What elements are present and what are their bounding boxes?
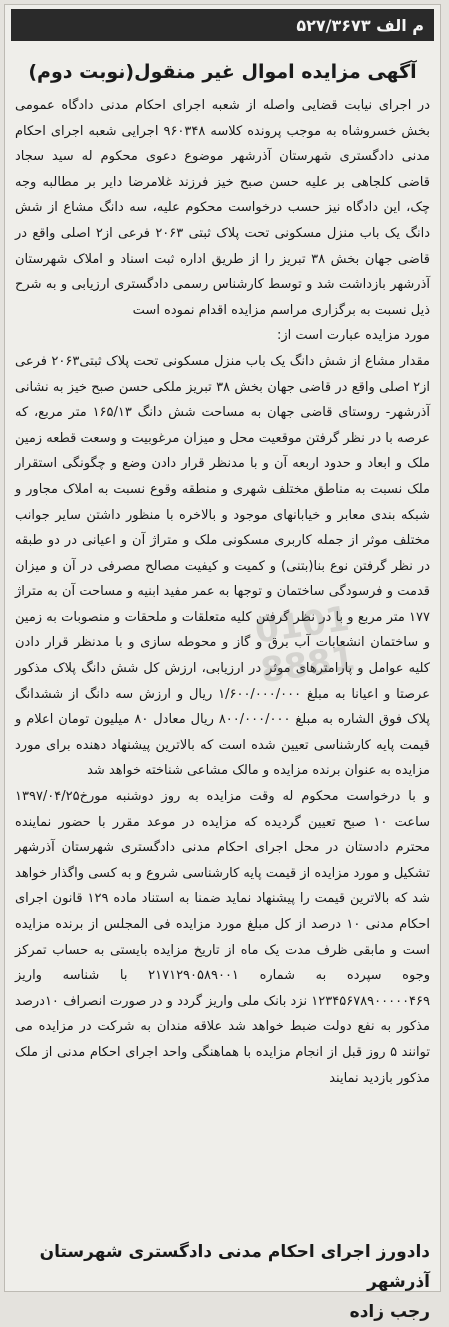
auction-terms-paragraph: و با درخواست محکوم له وقت مزایده به روز دوشنبه مورخ۱۳۹۷/۰۴/۲۵ ساعت ۱۰ صبح تعیین گردیده که مزایده در موعد مقرر با حضور نماینده محترم دادستان در محل اجرای احکام مدنی دادگستری شهرستان آذرشهر تشکیل و مورد مزایده از قیمت پایه کارشناسی شروع و به کسی واگذار خواهد شد که بالاترین قیمت را پیشنهاد نماید ضمنا به استناد ماده ۱۲۹ قانون اجرای احکام مدنی ۱۰ درصد از کل مبلغ مورد مزایده فی المجلس از برنده مزایده است و مابقی ظرف مدت یک ماه از تاریخ مزایده بایستی به حساب تمرکز وجوه سپرده به شماره ۲۱۷۱۲۹۰۵۸۹۰۰۱ با شناسه واریز ۱۲۳۴۵۶۷۸۹۰۰۰۰۰۴۶۹ نزد بانک ملی واریز گردد و در صورت انصراف ۱۰درصد مذکور به نفع دولت ضبط خواهد شد علاقه مندان به شرکت در مزایده می توانند ۵ روز قبل از انجام مزایده با هماهنگی واحد اجرای احکام مدنی از ملک مذکور بازدید نمایند bbox=[15, 789, 431, 1086]
header-bar bbox=[11, 9, 434, 41]
signature-title: دادورز اجرای احکام مدنی دادگستری شهرستان آذرشهر bbox=[39, 1242, 430, 1292]
property-description-paragraph: مقدار مشاع از شش دانگ یک باب منزل مسکونی تحت پلاک ثبتی۲۰۶۳ فرعی از۲ اصلی واقع در قاضی جهان بخش ۳۸ تبریز ملکی حسن صبح خیز به نشانی آذرشهر- روستای قاضی جهان به مساحت شش دانگ ۱۶۵/۱۳ متر مربع، که عرصه با در نظر گرفتن موقعیت محل و میزان مرغوبیت و وسعت قطعه زمین ملک و ابعاد و حدود اربعه آن و با مدنظر قرار دادن وضع و چگونگی استقرار ملک نسبت به مناطق مختلف شهری و منطقه وقوع نسبت به املاک مجاور و شبکه بندی معابر و خیابانهای موجود و بالاخره با منظور داشتن سایر جوانب مختلف موثر از جمله کاربری مسکونی ملک و متراژ آن و اعیانی در دو طبقه در نظر گرفتن نوع بنا(بتنی) و کمیت و کیفیت مصالح مصرفی در آن و میزان قدمت و فرسودگی ساختمان و توجها به عمر مفید ابنیه و مساحت آن به متراژ ۱۷۷ متر مربع و با در نظر گرفتن کلیه متعلقات و ملحقات و منصوبات به زمین و ساختمان انشعابات آب برق و گاز و محوطه سازی و با مدنظر قرار دادن کلیه عوامل و پارامترهای موثر در ارزیابی، ارزش کل شش دانگ پلاک مذکور عرصتا و اعیانا به مبلغ ۱/۶۰۰/۰۰۰/۰۰۰ ریال و ارزش سه دانگ از ششدانگ پلاک فوق الشاره به مبلغ ۸۰۰/۰۰۰/۰۰۰ ریال معادل ۸۰ میلیون تومان اعلام و قیمت پایه کارشناسی تعیین شده است که بالاترین پیشنهاد دهنده برای مورد مزایده به عنوان برنده مزایده و مالک مشاعی شناخته خواهد شد bbox=[15, 353, 431, 779]
ad-body bbox=[15, 93, 430, 1091]
signature-block bbox=[15, 1237, 430, 1327]
watermark: 0101 8881 bbox=[252, 598, 358, 692]
ad-title: آگهی مزایده اموال غیر منقول(نوبت دوم) bbox=[28, 61, 417, 83]
subject-heading: مورد مزایده عبارت است از: bbox=[277, 328, 430, 344]
newspaper-clipping bbox=[4, 4, 441, 1322]
intro-paragraph: در اجرای نیابت قضایی واصله از شعبه اجرای احکام مدنی دادگاه عمومی بخش خسروشاه به موجب پرونده کلاسه ۹۶۰۳۴۸ اجرایی شعبه اجرای احکام مدنی دادگستری شهرستان آذرشهر موضوع دعوی محکوم له سید سجاد قاضی کلجاهی بر علیه حسن صبح خیز فرزند غلامرضا دایر بر مطالبه وجه چک، این دادگاه نیز حسب درخواست محکوم علیه، سه دانگ مشاع از شش دانگ یک باب منزل مسکونی تحت پلاک ثبتی ۲۰۶۳ فرعی از۲ اصلی واقع در قاضی جهان بخش ۳۸ تبریز را از طریق اداره ثبت اسناد و املاک شهرستان آذرشهر بازداشت شد و توسط کارشناس رسمی دادگستری ارزیابی و به شرح ذیل نسبت به برگزاری مراسم مزایده اقدام نموده است bbox=[15, 98, 431, 318]
ad-code: م الف ۵۲۷/۳۶۷۳ bbox=[296, 15, 424, 35]
signature-name: رجب زاده bbox=[349, 1302, 430, 1322]
